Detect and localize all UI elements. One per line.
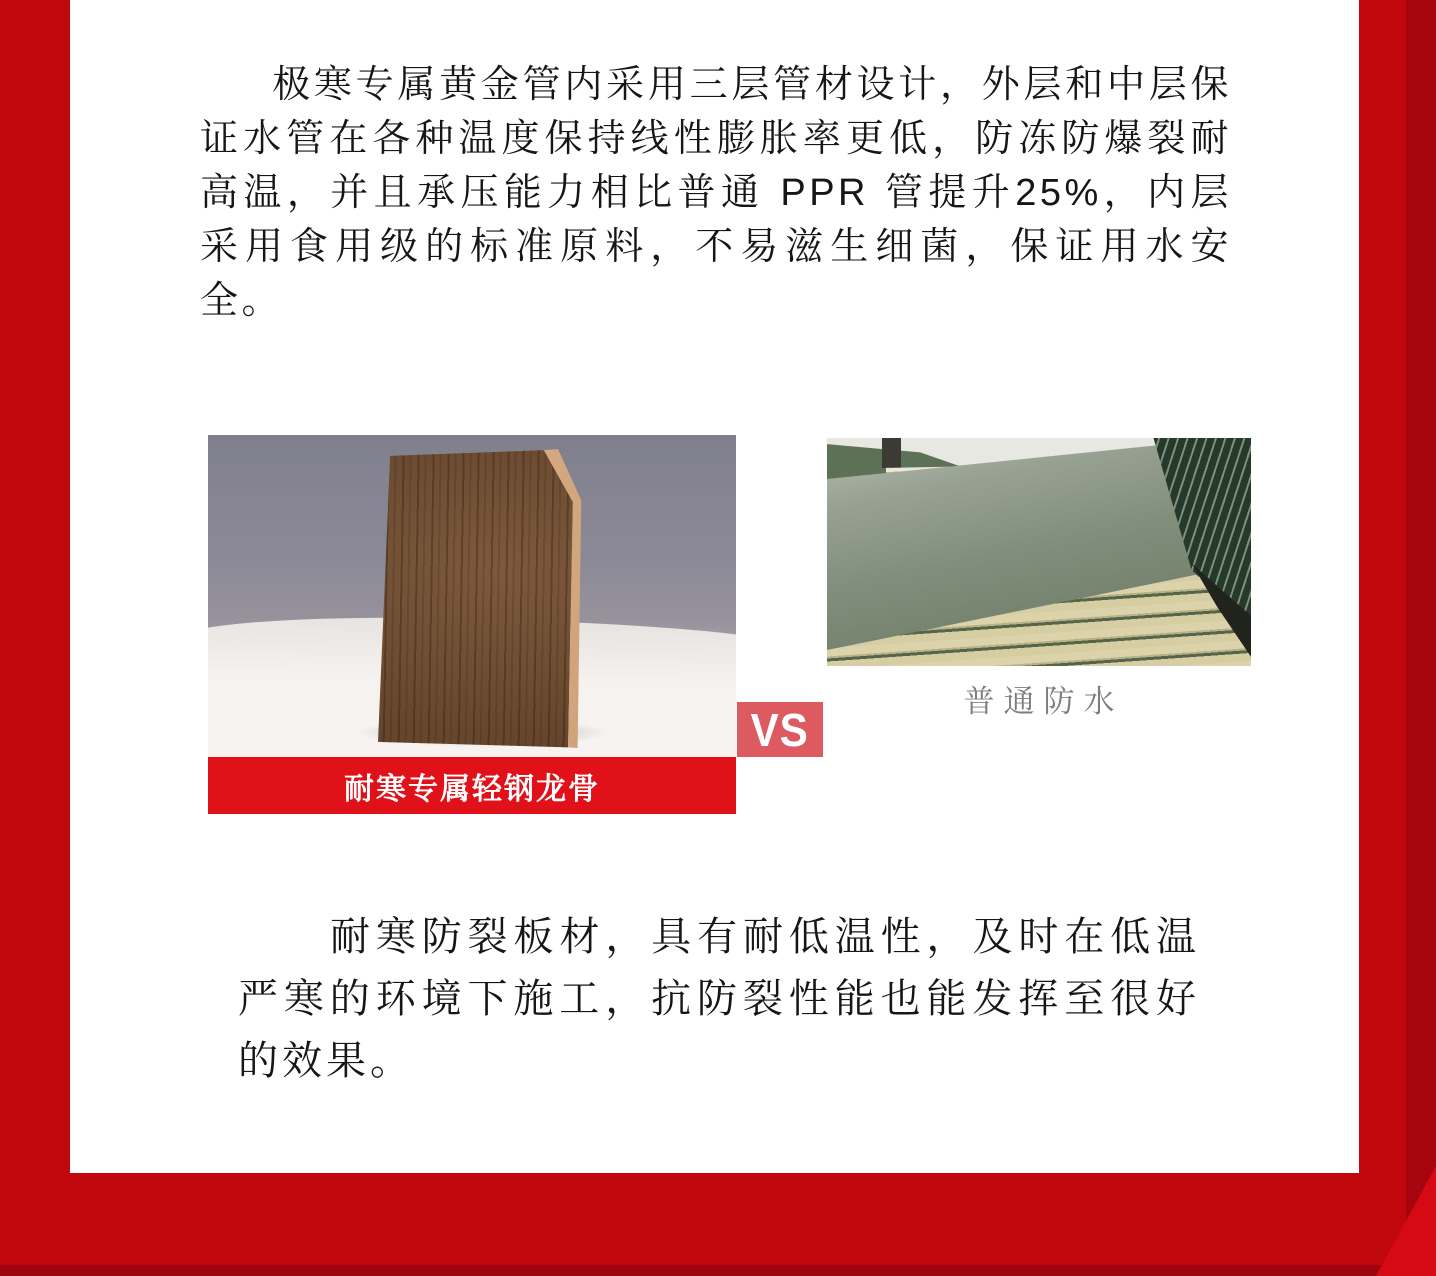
doorway-shadow [882, 438, 901, 468]
left-caption-bar: 耐寒专属轻钢龙骨 [208, 757, 736, 814]
wood-board-photo [208, 435, 736, 757]
outro-paragraph: 耐寒防裂板材，具有耐低温性，及时在低温严寒的环境下施工，抗防裂性能也能发挥至很好的效果。 [238, 915, 1200, 1083]
content-panel [70, 0, 1359, 1173]
bottom-frame-strip [0, 1265, 1436, 1276]
intro-paragraph: 极寒专属黄金管内采用三层管材设计，外层和中层保证水管在各种温度保持线性膨胀率更低，防冻防爆裂耐高温，并且承压能力相比普通 PPR 管提升25%，内层采用食用级的标准原料，不易滋生细菌，保证用水安全。 [200, 64, 1232, 322]
vs-label: VS [750, 703, 810, 756]
vs-badge [737, 702, 823, 757]
comparison-left-block [208, 435, 736, 814]
right-frame-strip [1406, 0, 1436, 1276]
green-plywood-photo [827, 438, 1251, 666]
comparison-right-block [827, 438, 1251, 731]
right-caption-bar: 普通防水 [963, 684, 1124, 719]
